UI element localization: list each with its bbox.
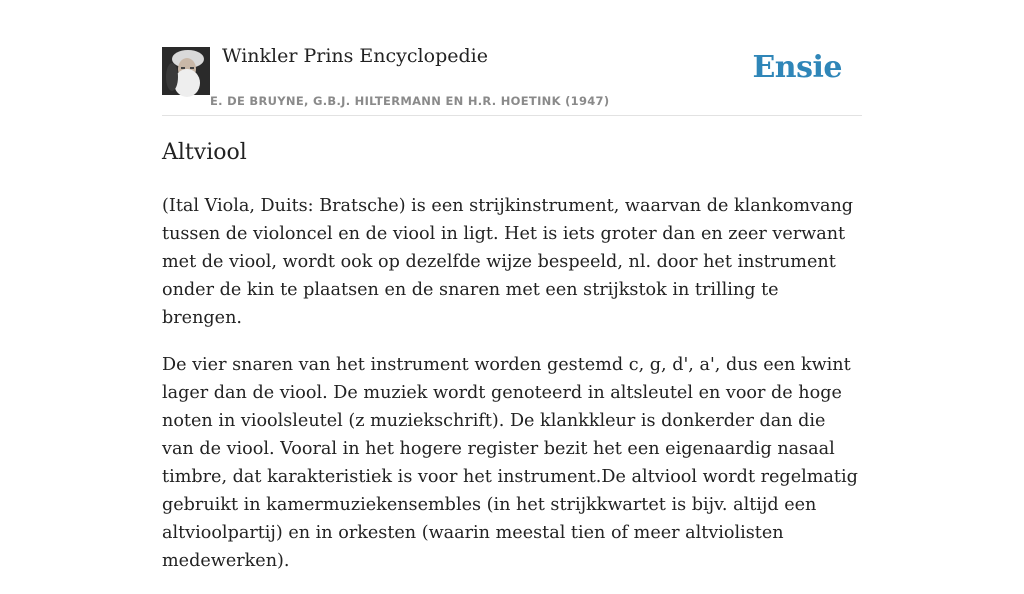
source-header bbox=[162, 0, 862, 116]
article-paragraph: (Ital Viola, Duits: Bratsche) is een strijkinstrument, waarvan de klankomvang tussen de violoncel en de viool in ligt. Het is iets groter dan en zeer verwant met de viool, wordt ook op dezelfde wijze bespeeld, nl. door het instrument onder de kin te plaatsen en de snaren met een strijkstok in trilling te brengen. bbox=[162, 196, 854, 328]
article-title: Altviool bbox=[162, 140, 247, 165]
source-authors: E. DE BRUYNE, G.B.J. HILTERMANN EN H.R. HOETINK (1947) bbox=[210, 94, 610, 108]
ensie-logo-link[interactable]: Ensie bbox=[752, 50, 842, 85]
avatar[interactable] bbox=[162, 47, 210, 95]
article-paragraph: De vier snaren van het instrument worden gestemd c, g, d', a', dus een kwint lager dan de viool. De muziek wordt genoteerd in altsleutel en voor de hoge noten in vioolsleutel (z muziekschrift). De klankkleur is donkerder dan die van de viool. Vooral in het hogere register bezit het een eigenaardig nasaal timbre, dat karakteristiek is voor het instrument.De altviool wordt regelmatig gebruikt in kamermuziekensembles (in het strijkkwartet is bijv. altijd een altvioolpartij) en in orkesten (waarin meestal tien of meer altviolisten medewerken). bbox=[162, 355, 858, 571]
source-title[interactable]: Winkler Prins Encyclopedie bbox=[222, 45, 488, 67]
article-body bbox=[162, 192, 862, 594]
portrait-photo-icon bbox=[162, 47, 210, 95]
content-container bbox=[162, 0, 862, 571]
